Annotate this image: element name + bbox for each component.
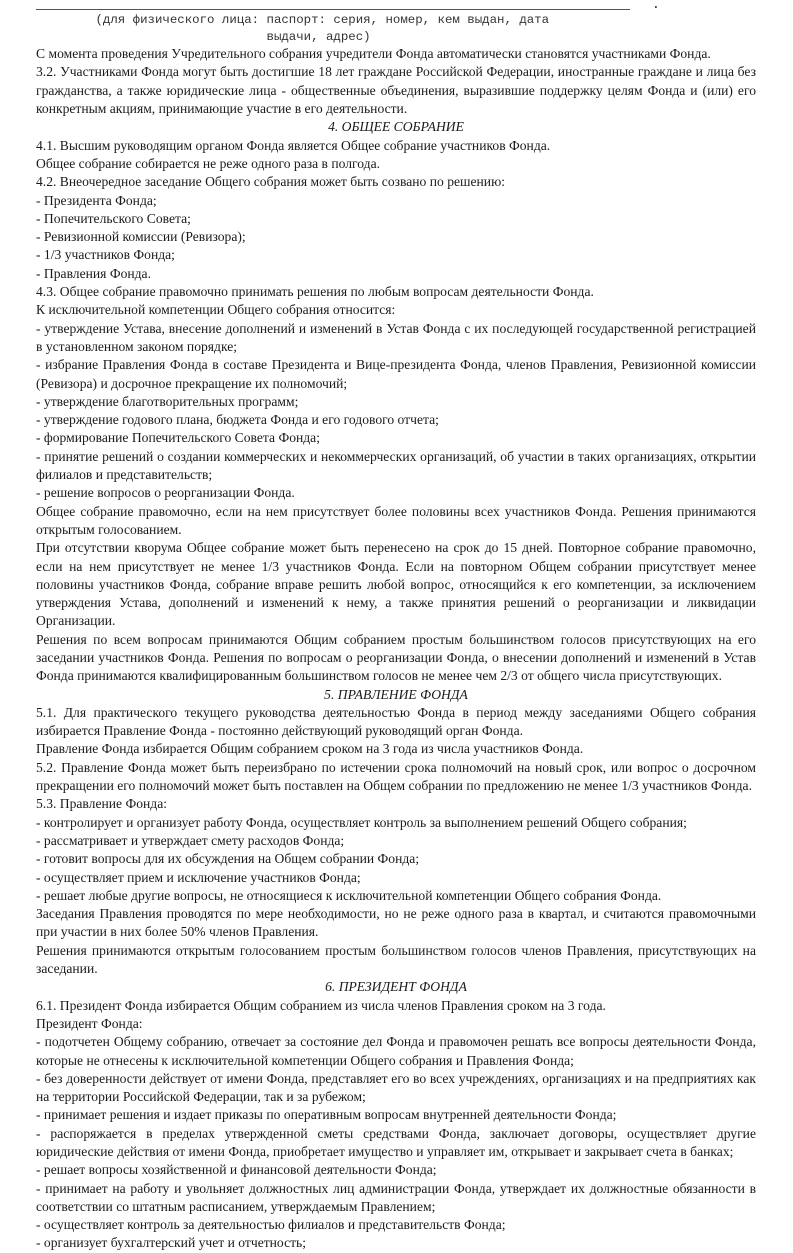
list-item: - утверждение годового плана, бюджета Фонда и его годового отчета; bbox=[36, 412, 439, 428]
list-item: - решает любые другие вопросы, не относящиеся к исключительной компетенции Общего собрания Фонда. bbox=[36, 887, 662, 903]
paragraph: 5.3. Правление Фонда: bbox=[36, 796, 168, 812]
list-item: - организует бухгалтерский учет и отчетность; bbox=[36, 1235, 307, 1251]
paragraph: 6.1. Президент Фонда избирается Общим собранием из числа членов Правления сроком на 3 года. bbox=[36, 997, 606, 1013]
paragraph: 5.2. Правление Фонда может быть переизбрано по истечении срока полномочий на новый срок, или вопрос о досрочном прекращении его полномочий может быть поставлен на Общем собрании по предложению не менее 1/3 участников Фонда. bbox=[36, 759, 756, 794]
underline-field bbox=[36, 9, 630, 10]
paragraph: 4.2. Внеочередное заседание Общего собрания может быть созвано по решению: bbox=[36, 174, 506, 190]
paragraph: К исключительной компетенции Общего собрания относится: bbox=[36, 302, 396, 318]
list-item: - Попечительского Совета; bbox=[36, 210, 191, 226]
list-item: - контролирует и организует работу Фонда, осуществляет контроль за выполнением решений Общего собрания; bbox=[36, 814, 687, 830]
list-item: - принятие решений о создании коммерческих и некоммерческих организаций, об участии в таких организациях, открытии филиалов и представительств; bbox=[36, 448, 756, 483]
section-heading: 4. ОБЩЕЕ СОБРАНИЕ bbox=[328, 119, 464, 135]
paragraph: 3.2. Участниками Фонда могут быть достигшие 18 лет граждане Российской Федерации, иностранные граждане и лица без гражданства, а также юридические лица - общественные объединения, выразившие поддержку целям Фонда и (или) его конкретным акциям, принимающие участие в его деятельности. bbox=[36, 64, 756, 117]
header-note-line2: выдачи, адрес) bbox=[36, 29, 371, 44]
list-item: - решает вопросы хозяйственной и финансовой деятельности Фонда; bbox=[36, 1162, 437, 1178]
list-item: - Ревизионной комиссии (Ревизора); bbox=[36, 229, 246, 245]
list-item: - утверждение Устава, внесение дополнений и изменений в Устав Фонда с их последующей государственной регистрацией в установленном законом порядке; bbox=[36, 320, 756, 354]
paragraph: Заседания Правления проводятся по мере необходимости, но не реже одного раза в квартал, и считаются правомочными при участии в них более 50% членов Правления. bbox=[36, 906, 756, 940]
paragraph: Правление Фонда избирается Общим собранием сроком на 3 года из числа участников Фонда. bbox=[36, 741, 584, 757]
paragraph: С момента проведения Учредительного собрания учредители Фонда автоматически становятся участниками Фонда. bbox=[36, 46, 711, 62]
paragraph: 5.1. Для практического текущего руководства деятельностью Фонда в период между заседаниями Общего собрания избирается Правление Фонда - постоянно действующий руководящий орган Фонда. bbox=[36, 704, 756, 739]
signature-line bbox=[36, 0, 756, 12]
paragraph: Решения по всем вопросам принимаются Общим собранием простым большинством голосов присутствующих на его заседании участников Фонда. Решения по вопросам о реорганизации Фонда, о внесении дополнений и изменений в Устав Фонда принимаются квалифицированным большинством голосов не менее чем 2/3 от общего числа присутствующих. bbox=[36, 631, 756, 684]
list-item: - формирование Попечительского Совета Фонда; bbox=[36, 430, 320, 446]
section-heading: 6. ПРЕЗИДЕНТ ФОНДА bbox=[325, 979, 467, 995]
list-item: - Президента Фонда; bbox=[36, 192, 157, 208]
list-item: - без доверенности действует от имени Фонда, представляет его во всех учреждениях, организациях и на предприятиях как на территории Российской Федерации, так и за рубежом; bbox=[36, 1070, 756, 1105]
list-item: - принимает решения и издает приказы по оперативным вопросам внутренней деятельности Фонда; bbox=[36, 1107, 617, 1123]
paragraph: При отсутствии кворума Общее собрание может быть перенесено на срок до 15 дней. Повторное собрание правомочно, если на нем присутствует не менее 1/3 участников Фонда. Если на повторном Общем собрании присутствует менее половины участников Фонда, собрание вправе решить любой вопрос, относящийся к его компетенции, за исключением утверждения Устава, дополнений и изменений к нему, а также принятия решений о реорганизации и ликвидации Организации. bbox=[36, 540, 756, 629]
list-item: - избрание Правления Фонда в составе Президента и Вице-президента Фонда, членов Правления, Ревизионной комиссии (Ревизора) и досрочное прекращение их полномочий; bbox=[36, 357, 756, 391]
list-item: - Правления Фонда. bbox=[36, 265, 151, 281]
list-item: - рассматривает и утверждает смету расходов Фонда; bbox=[36, 832, 345, 848]
list-item: - решение вопросов о реорганизации Фонда. bbox=[36, 485, 295, 501]
paragraph: Общее собрание собирается не реже одного раза в полгода. bbox=[36, 155, 381, 171]
paragraph: 4.3. Общее собрание правомочно принимать решения по любым вопросам деятельности Фонда. bbox=[36, 284, 594, 300]
section-heading: 5. ПРАВЛЕНИЕ ФОНДА bbox=[324, 686, 468, 702]
list-item: - распоряжается в пределах утвержденной сметы средствами Фонда, заключает договоры, осуществляет другие юридические действия от имени Фонда, приобретает имущество и управляет им, открывает и закрывает счета в банках; bbox=[36, 1125, 756, 1159]
list-item: - утверждение благотворительных программ; bbox=[36, 393, 299, 409]
paragraph: Президент Фонда: bbox=[36, 1015, 143, 1031]
list-item: - принимает на работу и увольняет должностных лиц администрации Фонда, утверждает их должностные обязанности в соответствии со штатным расписанием, утверждаемым Правлением; bbox=[36, 1180, 756, 1214]
trailing-dot: . bbox=[652, 0, 660, 12]
list-item: - готовит вопросы для их обсуждения на Общем собрании Фонда; bbox=[36, 851, 420, 867]
document-page bbox=[36, 0, 756, 1253]
list-item: - 1/3 участников Фонда; bbox=[36, 247, 175, 263]
header-note-line1: (для физического лица: паспорт: серия, номер, кем выдан, дата bbox=[36, 13, 550, 27]
list-item: - подотчетен Общему собранию, отвечает за состояние дел Фонда и правомочен решать все вопросы деятельности Фонда, которые не отнесены к исключительной компетенции Общего собрания и Правления Фонда; bbox=[36, 1034, 756, 1068]
list-item: - осуществляет контроль за деятельностью филиалов и представительств Фонда; bbox=[36, 1217, 506, 1233]
paragraph: Общее собрание правомочно, если на нем присутствует более половины всех участников Фонда. Решения принимаются открытым голосованием. bbox=[36, 503, 756, 537]
list-item: - осуществляет прием и исключение участников Фонда; bbox=[36, 869, 361, 885]
paragraph: 4.1. Высшим руководящим органом Фонда является Общее собрание участников Фонда. bbox=[36, 137, 551, 153]
paragraph: Решения принимаются открытым голосованием простым большинством голосов членов Правления, присутствующих на заседании. bbox=[36, 942, 756, 977]
